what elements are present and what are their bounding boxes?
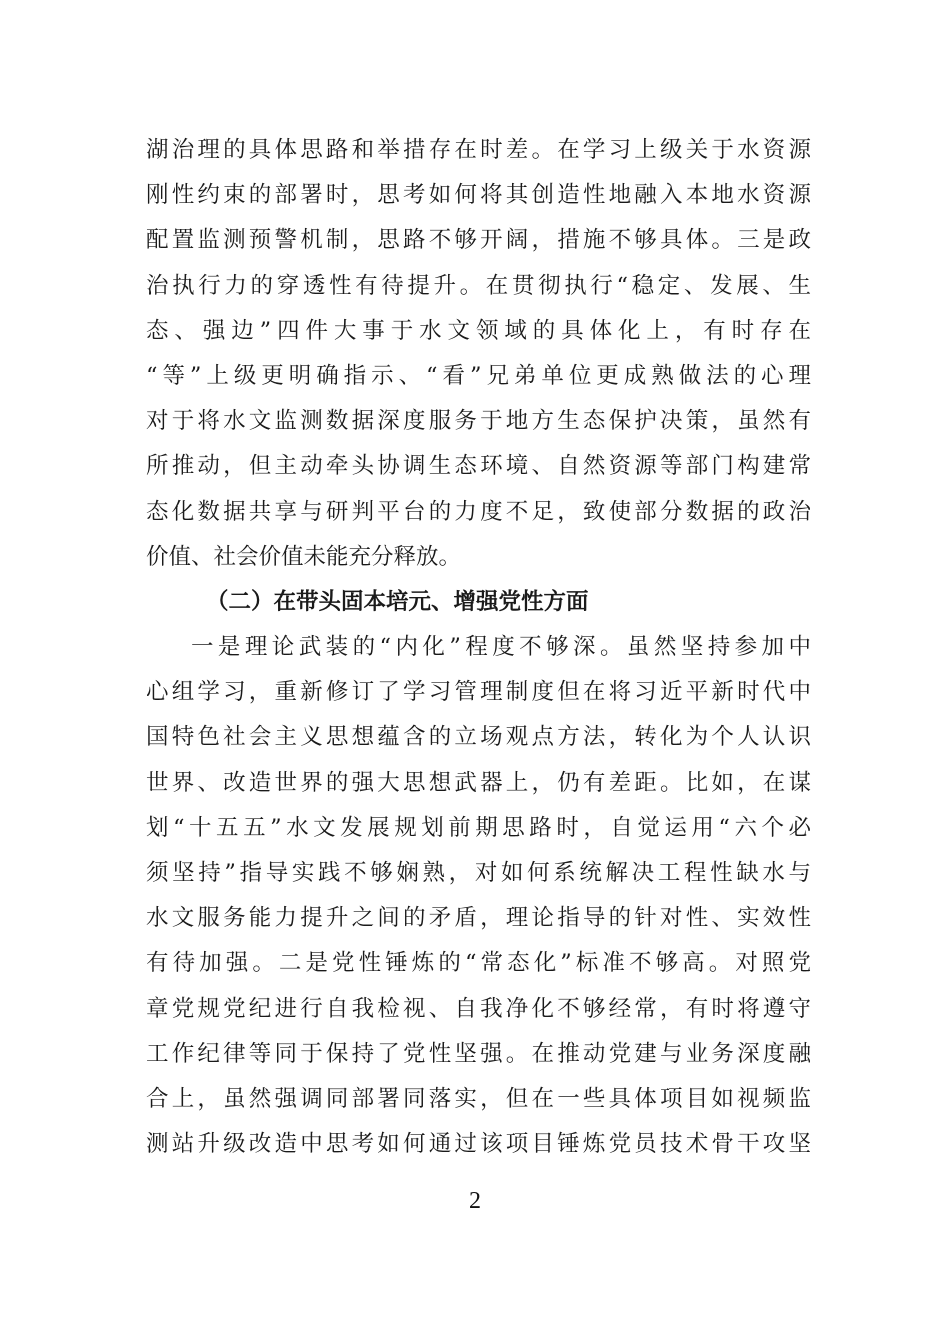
text-line: 国特色社会主义思想蕴含的立场观点方法，转化为个人认识 [146, 724, 811, 751]
text-line: 心组学习，重新修订了学习管理制度但在将习近平新时代中 [146, 679, 811, 706]
page-number: 2 [469, 1188, 481, 1214]
text-line: 合上，虽然强调同部署同落实，但在一些具体项目如视频监 [146, 1085, 811, 1112]
text-line: 刚性约束的部署时，思考如何将其创造性地融入本地水资源 [146, 182, 811, 209]
text-line: 世界、改造世界的强大思想武器上，仍有差距。比如，在谋 [146, 769, 811, 796]
text-line: 态化数据共享与研判平台的力度不足，致使部分数据的政治 [146, 498, 811, 525]
text-line: 有待加强。二是党性锤炼的“常态化”标准不够高。对照党 [146, 950, 811, 977]
text-line: 章党规党纪进行自我检视、自我净化不够经常，有时将遵守 [146, 995, 811, 1022]
text-line: 工作纪律等同于保持了党性坚强。在推动党建与业务深度融 [146, 1040, 811, 1067]
text-line: 划“十五五”水文发展规划前期思路时，自觉运用“六个必 [146, 814, 811, 841]
text-line: 所推动，但主动牵头协调生态环境、自然资源等部门构建常 [146, 453, 811, 480]
text-line: 治执行力的穿透性有待提升。在贯彻执行“稳定、发展、生 [146, 272, 811, 299]
text-line: 配置监测预警机制，思路不够开阔，措施不够具体。三是政 [146, 227, 811, 254]
text-line: 测站升级改造中思考如何通过该项目锤炼党员技术骨干攻坚 [146, 1131, 811, 1158]
text-line: 对于将水文监测数据深度服务于地方生态保护决策，虽然有 [146, 408, 811, 435]
text-line: “等”上级更明确指示、“看”兄弟单位更成熟做法的心理 [146, 362, 811, 389]
paragraph-first-line: 一是理论武装的“内化”程度不够深。虽然坚持参加中 [191, 634, 811, 661]
text-line: 湖治理的具体思路和举措存在时差。在学习上级关于水资源 [146, 137, 811, 163]
text-line: 水文服务能力提升之间的矛盾，理论指导的针对性、实效性 [146, 905, 811, 932]
body-text [146, 128, 811, 1167]
section-heading: （二）在带头固本培元、增强党性方面 [206, 588, 589, 615]
text-line: 价值、社会价值未能充分释放。 [146, 543, 462, 570]
text-line: 须坚持”指导实践不够娴熟，对如何系统解决工程性缺水与 [146, 860, 811, 886]
text-line: 态、强边”四件大事于水文领域的具体化上，有时存在 [146, 317, 811, 344]
